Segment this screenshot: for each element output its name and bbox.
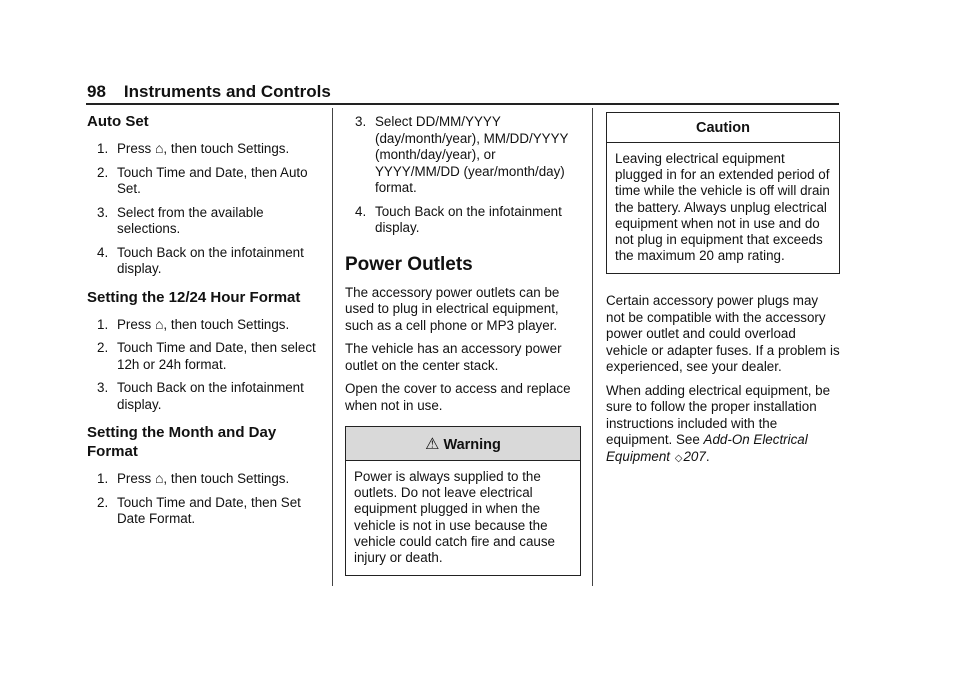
warning-triangle-icon: ⚠ (425, 436, 440, 453)
month-day-heading: Setting the Month and Day Format (87, 424, 277, 460)
list-item: 2. Touch Time and Date, then Auto Set. (97, 164, 308, 196)
column-1 (87, 112, 323, 528)
list-item: 4. Touch Back on the infotainment display. (97, 244, 304, 276)
page-number: 98 (87, 82, 106, 101)
caution-header: Caution (607, 113, 839, 143)
list-item: 1. Press ⌂, then touch Settings. (97, 140, 290, 156)
list-item: 3. Select from the available selections. (97, 204, 264, 236)
auto-set-steps (87, 141, 323, 278)
paragraph: The vehicle has an accessory power outlet on the center stack. (345, 341, 562, 373)
list-item: 1. Press ⌂, then touch Settings. (97, 470, 290, 486)
reference-arrow-icon: ◇ (674, 452, 683, 464)
page-reference[interactable]: 207 (683, 448, 706, 464)
paragraph: The accessory power outlets can be used to plug in electrical equipment, such as a cell phone or MP3 player. (345, 284, 560, 333)
cross-reference-link[interactable]: Add-On Electrical Equipment (606, 432, 808, 464)
list-item: 3. Touch Back on the infotainment display. (97, 380, 304, 412)
column-divider-2 (592, 108, 593, 586)
power-outlets-heading: Power Outlets (345, 253, 473, 275)
month-day-steps (87, 471, 323, 528)
warning-box (345, 426, 581, 576)
column-2 (345, 114, 581, 576)
home-icon: ⌂ (154, 140, 164, 156)
warning-body (346, 461, 580, 575)
warning-header: ⚠ Warning (346, 427, 580, 461)
hour-format-heading: Setting the 12/24 Hour Format (87, 288, 301, 306)
paragraph: Open the cover to access and replace when not in use. (345, 381, 571, 413)
list-item: 2. Touch Time and Date, then Set Date Format. (97, 494, 301, 526)
column-divider-1 (332, 108, 333, 586)
continued-steps (345, 114, 581, 237)
list-item: 2. Touch Time and Date, then select 12h or 24h format. (97, 340, 316, 372)
header-rule (86, 103, 839, 105)
list-item: 1. Press ⌂, then touch Settings. (97, 315, 290, 332)
home-icon: ⌂ (154, 470, 164, 486)
list-item: 3. Select DD/MM/YYYY (day/month/year), MM/DD/YYYY (month/day/year), or YYYY/MM/DD (year/month/day) format. (355, 114, 569, 195)
paragraph: Certain accessory power plugs may not be compatible with the accessory power outlet and could overload vehicle or adapter fuses. If a problem is experienced, see your dealer. (606, 293, 840, 375)
hour-format-steps (87, 317, 323, 414)
auto-set-heading: Auto Set (87, 113, 149, 130)
page-header (87, 82, 838, 102)
paragraph: When adding electrical equipment, be sure to follow the proper installation instructions included with the equipment. See Add-On Electrical Equipment ◇207. (606, 383, 840, 468)
caution-box (606, 112, 840, 274)
list-item: 4. Touch Back on the infotainment display. (355, 203, 562, 235)
column-3 (606, 112, 840, 467)
chapter-title: Instruments and Controls (123, 82, 331, 101)
caution-body (607, 143, 839, 273)
caution-text: Leaving electrical equipment plugged in for an extended period of time while the vehicle is off will drain the battery. Always unplug electrical equipment when not in use and do not plug in equipment that exceeds the maximum 20 amp rating. (615, 151, 830, 264)
home-icon: ⌂ (154, 315, 164, 332)
warning-text: Power is always supplied to the outlets. Do not leave electrical equipment plugged in when the vehicle is not in use because the vehicle could catch fire and cause injury or death. (354, 469, 555, 566)
